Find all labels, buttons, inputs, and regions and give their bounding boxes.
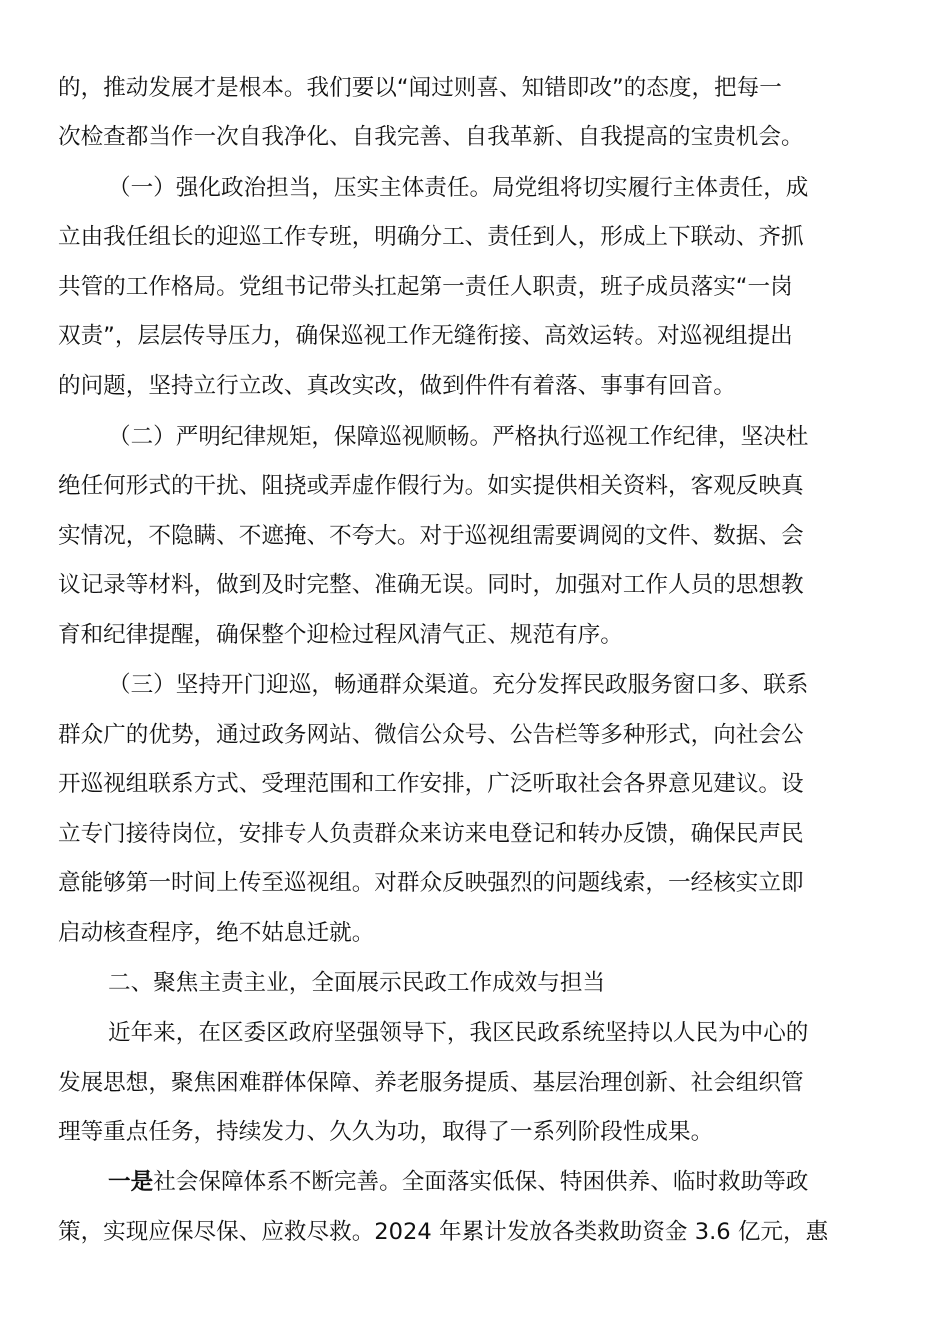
text-line: 双责”，层层传导压力，确保巡视工作无缝衔接、高效运转。对巡视组提出 bbox=[58, 323, 793, 349]
text-line: 启动核查程序，绝不姑息迁就。 bbox=[58, 920, 375, 946]
text-line: 实情况，不隐瞒、不遮掩、不夸大。对于巡视组需要调阅的文件、数据、会 bbox=[58, 523, 804, 549]
lead-bold: 一是 bbox=[108, 1169, 154, 1195]
text-line: 理等重点任务，持续发力、久久为功，取得了一系列阶段性成果。 bbox=[58, 1119, 714, 1145]
text-line: 策，实现应保尽保、应救尽救。2024 年累计发放各类救助资金 3.6 亿元，惠 bbox=[58, 1219, 829, 1245]
text-line: 发展思想，聚焦困难群体保障、养老服务提质、基层治理创新、社会组织管 bbox=[58, 1070, 804, 1096]
text-line: 意能够第一时间上传至巡视组。对群众反映强烈的问题线索，一经核实立即 bbox=[58, 870, 804, 896]
text-line: （三）坚持开门迎巡，畅通群众渠道。充分发挥民政服务窗口多、联系 bbox=[108, 672, 809, 698]
text-line: 的，推动发展才是根本。我们要以“闻过则喜、知错即改”的态度，把每一 bbox=[58, 75, 782, 101]
text-line: 近年来，在区委区政府坚强领导下，我区民政系统坚持以人民为中心的 bbox=[108, 1020, 809, 1046]
text-line bbox=[0, 1157, 950, 1207]
text-line: 立专门接待岗位，安排专人负责群众来访来电登记和转办反馈，确保民声民 bbox=[58, 821, 804, 847]
text-line: （一）强化政治担当，压实主体责任。局党组将切实履行主体责任，成 bbox=[108, 175, 809, 201]
text-line: 次检查都当作一次自我净化、自我完善、自我革新、自我提高的宝贵机会。 bbox=[58, 124, 804, 150]
text-line: 立由我任组长的迎巡工作专班，明确分工、责任到人，形成上下联动、齐抓 bbox=[58, 224, 804, 250]
text-line: 群众广的优势，通过政务网站、微信公众号、公告栏等多种形式，向社会公 bbox=[58, 722, 804, 748]
text-line: 育和纪律提醒，确保整个迎检过程风清气正、规范有序。 bbox=[58, 622, 623, 648]
section-heading: 二、聚焦主责主业，全面展示民政工作成效与担当 bbox=[108, 970, 606, 996]
text-line-rest: 社会保障体系不断完善。全面落实低保、特困供养、临时救助等政 bbox=[153, 1169, 809, 1195]
text-line: 共管的工作格局。党组书记带头扛起第一责任人职责，班子成员落实“一岗 bbox=[58, 274, 793, 300]
text-line: 开巡视组联系方式、受理范围和工作安排，广泛听取社会各界意见建议。设 bbox=[58, 771, 804, 797]
text-line: 绝任何形式的干扰、阻挠或弄虚作假行为。如实提供相关资料，客观反映真 bbox=[58, 473, 804, 499]
text-line: 的问题，坚持立行立改、真改实改，做到件件有着落、事事有回音。 bbox=[58, 373, 736, 399]
text-line: 议记录等材料，做到及时完整、准确无误。同时，加强对工作人员的思想教 bbox=[58, 572, 804, 598]
text-line: （二）严明纪律规矩，保障巡视顺畅。严格执行巡视工作纪律，坚决杜 bbox=[108, 424, 809, 450]
